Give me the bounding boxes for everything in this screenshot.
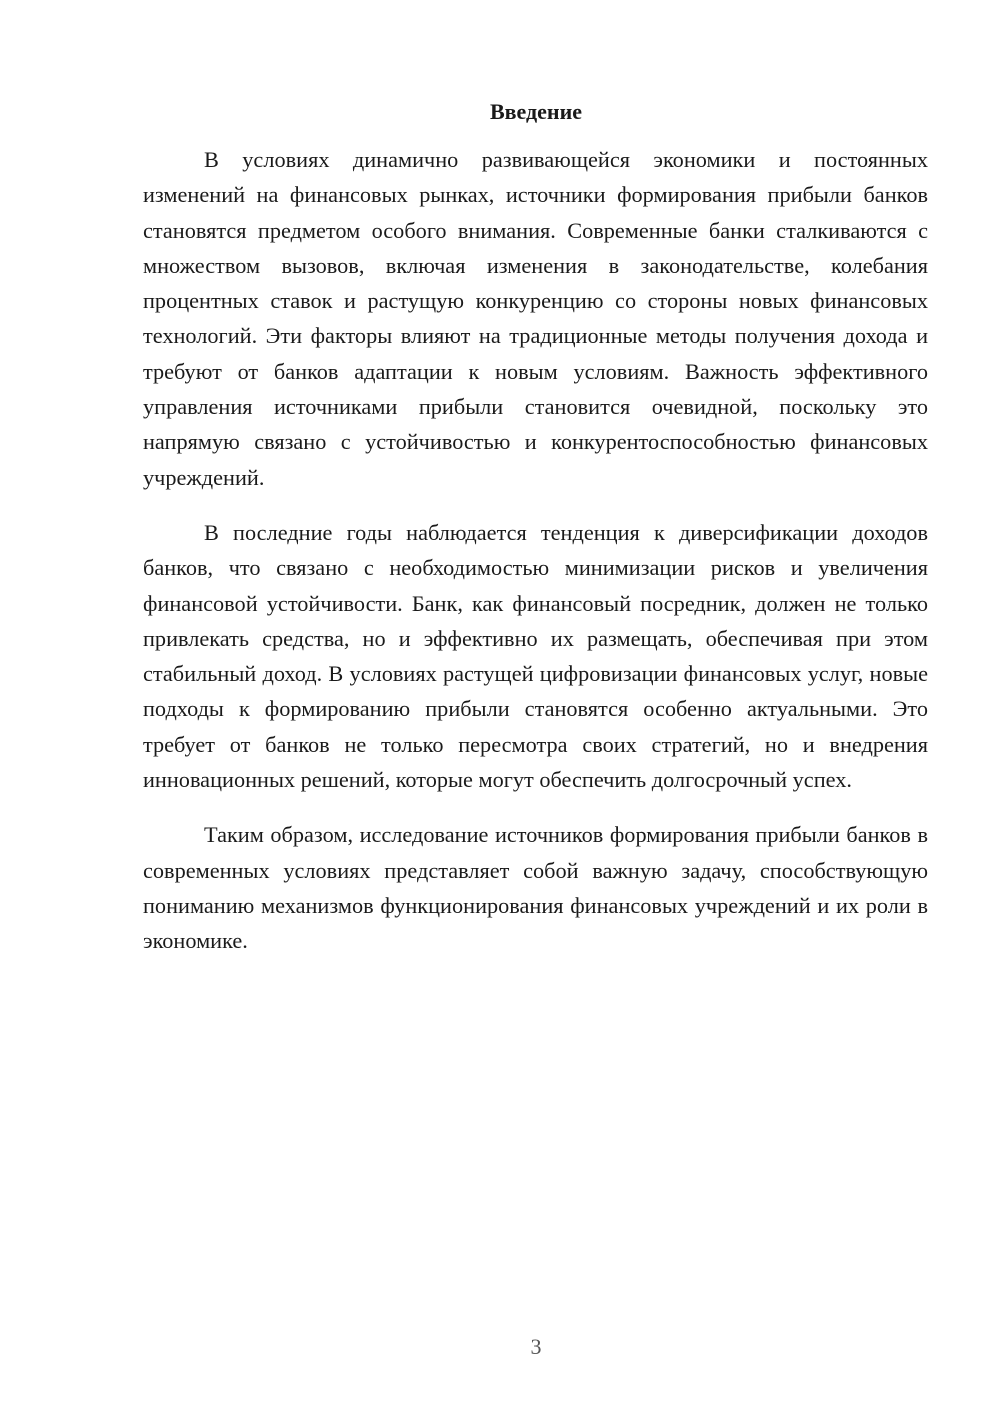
paragraph-3: Таким образом, исследование источников формирования прибыли банков в современных условиях представляет собой важную задачу, способствующую пониманию механизмов функционирования финансовых учреждений и их роли в экономике. bbox=[143, 822, 928, 954]
paragraph-1: В условиях динамично развивающейся экономики и постоянных изменений на финансовых рынках, источники формирования прибыли банков становятся предметом особого внимания. Современные банки сталкиваются с множеством вызовов, включая изменения в законодательстве, колебания процентных ставок и растущую конкуренцию со стороны новых финансовых технологий. Эти факторы влияют на традиционные методы получения дохода и требуют от банков адаптации к новым условиям. Важность эффективного управления источниками прибыли становится очевидной, поскольку это напрямую связано с устойчивостью и конкурентоспособностью финансовых учреждений. bbox=[143, 147, 928, 490]
body-text bbox=[143, 142, 928, 959]
page-number: 3 bbox=[530, 1334, 542, 1359]
paragraph-2: В последние годы наблюдается тенденция к диверсификации доходов банков, что связано с необходимостью минимизации рисков и увеличения финансовой устойчивости. Банк, как финансовый посредник, должен не только привлекать средства, но и эффективно их размещать, обеспечивая при этом стабильный доход. В условиях растущей цифровизации финансовых услуг, новые подходы к формированию прибыли становятся особенно актуальными. Это требует от банков не только пересмотра своих стратегий, но и внедрения инновационных решений, которые могут обеспечить долгосрочный успех. bbox=[143, 519, 928, 793]
section-heading: Введение bbox=[489, 99, 583, 124]
